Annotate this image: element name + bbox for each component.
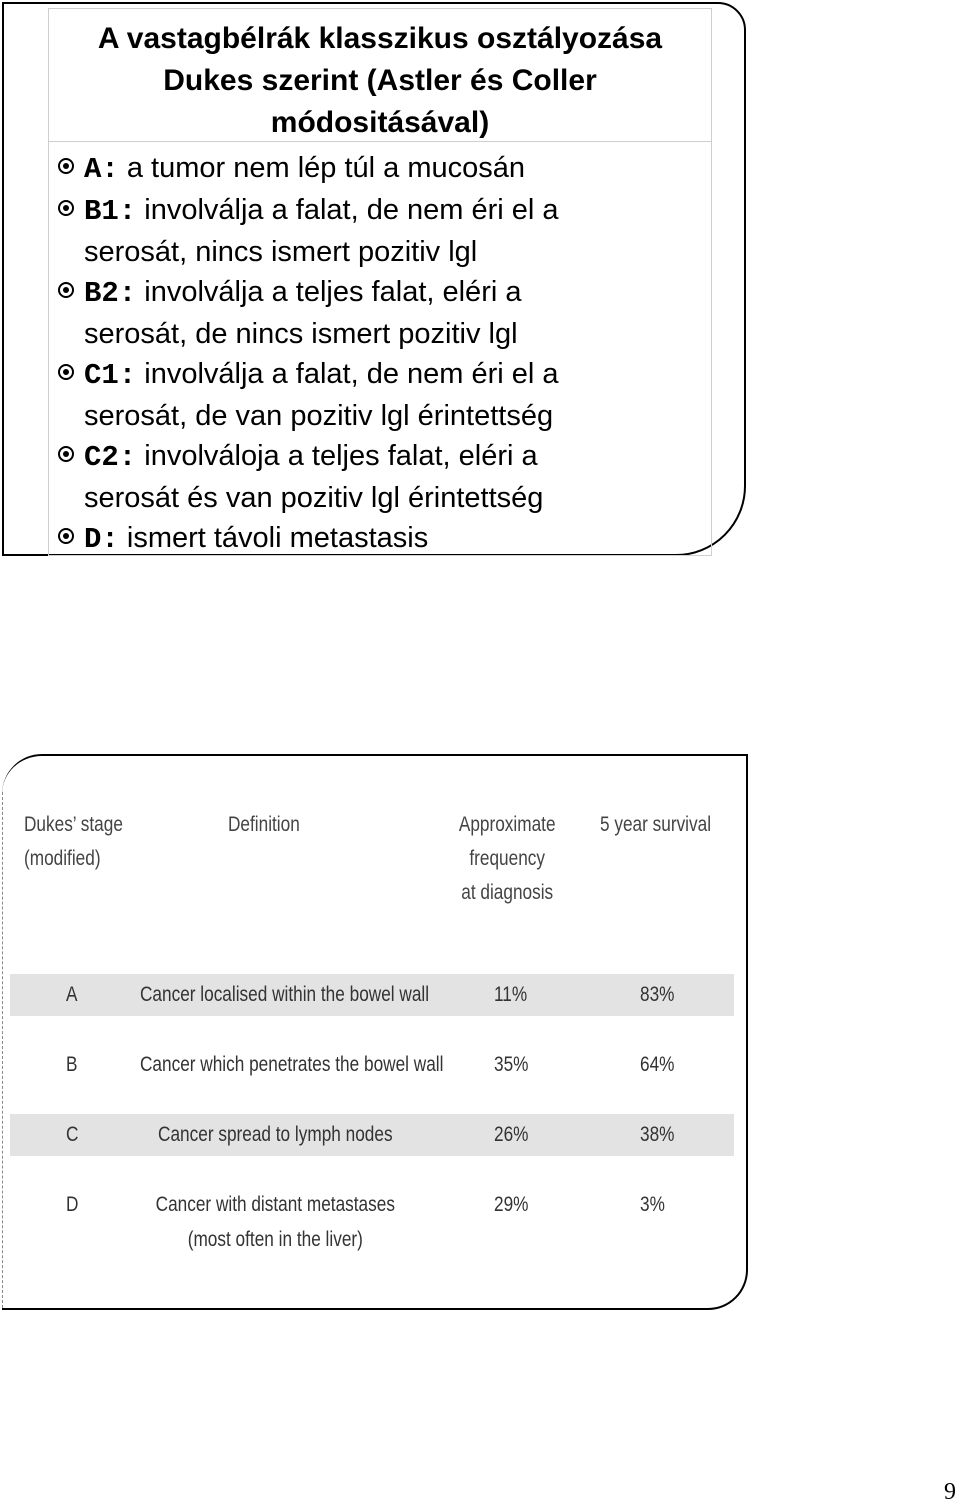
bullet-key: C2: [84, 441, 137, 474]
cell-frequency: 29% [494, 1193, 529, 1216]
bullet-key: D: [84, 523, 119, 556]
bullet-text-continued: serosát, de van pozitiv lgl érintettség [84, 400, 554, 432]
bullet-key: B1: [84, 195, 137, 228]
bullet-circle-icon [58, 528, 74, 544]
cell-stage: A [66, 983, 78, 1006]
slide-title [48, 8, 712, 142]
cell-stage: B [66, 1053, 78, 1076]
header-frequency-line-1: Approximate [458, 813, 556, 836]
cell-stage: C [66, 1123, 79, 1146]
slide-dukes-classification-hu [2, 2, 746, 556]
bullet-circle-icon [58, 282, 74, 298]
table-row [10, 1184, 734, 1264]
title-line-1: A vastagbélrák klasszikus osztályozása [97, 22, 663, 55]
header-stage-line-2: (modified) [24, 847, 101, 870]
cell-definition: Cancer localised within the bowel wall [140, 983, 430, 1006]
cell-survival: 38% [640, 1123, 675, 1146]
bullet-stage-c2 [58, 436, 708, 518]
slide-edge-divider [2, 792, 3, 1308]
cell-frequency: 26% [494, 1123, 529, 1146]
title-line-2: Dukes szerint (Astler és Coller [163, 64, 597, 97]
bullet-text: ismert távoli metastasis [118, 522, 429, 554]
header-definition: Definition [228, 813, 300, 836]
header-frequency-line-3: at diagnosis [461, 881, 554, 904]
cell-survival: 3% [640, 1193, 665, 1216]
header-dukes-stage [24, 808, 123, 876]
stage-bullet-list [58, 148, 708, 560]
bullet-stage-b2 [58, 272, 708, 354]
cell-definition: Cancer with distant metastases [155, 1193, 395, 1216]
bullet-key: C1: [84, 359, 137, 392]
table-row [10, 974, 734, 1016]
header-survival: 5 year survival [600, 813, 712, 836]
bullet-circle-icon [58, 364, 74, 380]
bullet-text-continued: serosát, nincs ismert pozitiv lgl [84, 236, 478, 268]
bullet-text-continued: serosát és van pozitiv lgl érintettség [84, 482, 544, 514]
bullet-key: A: [84, 153, 119, 186]
title-line-3: módositásával) [270, 106, 490, 139]
slide-dukes-table-en [2, 754, 748, 1310]
bullet-stage-c1 [58, 354, 708, 436]
header-frequency-line-2: frequency [469, 847, 546, 870]
cell-survival: 83% [640, 983, 675, 1006]
bullet-circle-icon [58, 446, 74, 462]
bullet-stage-d [58, 518, 708, 560]
bullet-stage-b1 [58, 190, 708, 272]
cell-frequency: 35% [494, 1053, 529, 1076]
bullet-circle-icon [58, 200, 74, 216]
cell-definition: Cancer spread to lymph nodes [158, 1123, 393, 1146]
cell-definition-continued: (most often in the liver) [187, 1228, 363, 1251]
cell-stage: D [66, 1193, 79, 1216]
bullet-text: involválja a falat, de nem éri el a [136, 358, 559, 390]
header-frequency [458, 808, 556, 910]
bullet-stage-a [58, 148, 708, 190]
bullet-text: a tumor nem lép túl a mucosán [118, 152, 526, 184]
table-row [10, 1114, 734, 1156]
header-stage-line-1: Dukes’ stage [24, 813, 123, 836]
page-number: 9 [944, 1479, 956, 1505]
bullet-text: involváloja a teljes falat, eléri a [136, 440, 538, 472]
cell-definition: Cancer which penetrates the bowel wall [140, 1053, 444, 1076]
cell-frequency: 11% [494, 983, 528, 1006]
bullet-key: B2: [84, 277, 137, 310]
bullet-circle-icon [58, 158, 74, 174]
table-row [10, 1044, 734, 1086]
bullet-text: involválja a teljes falat, eléri a [136, 276, 522, 308]
cell-survival: 64% [640, 1053, 675, 1076]
bullet-text-continued: serosát, de nincs ismert pozitiv lgl [84, 318, 518, 350]
bullet-text: involválja a falat, de nem éri el a [136, 194, 559, 226]
